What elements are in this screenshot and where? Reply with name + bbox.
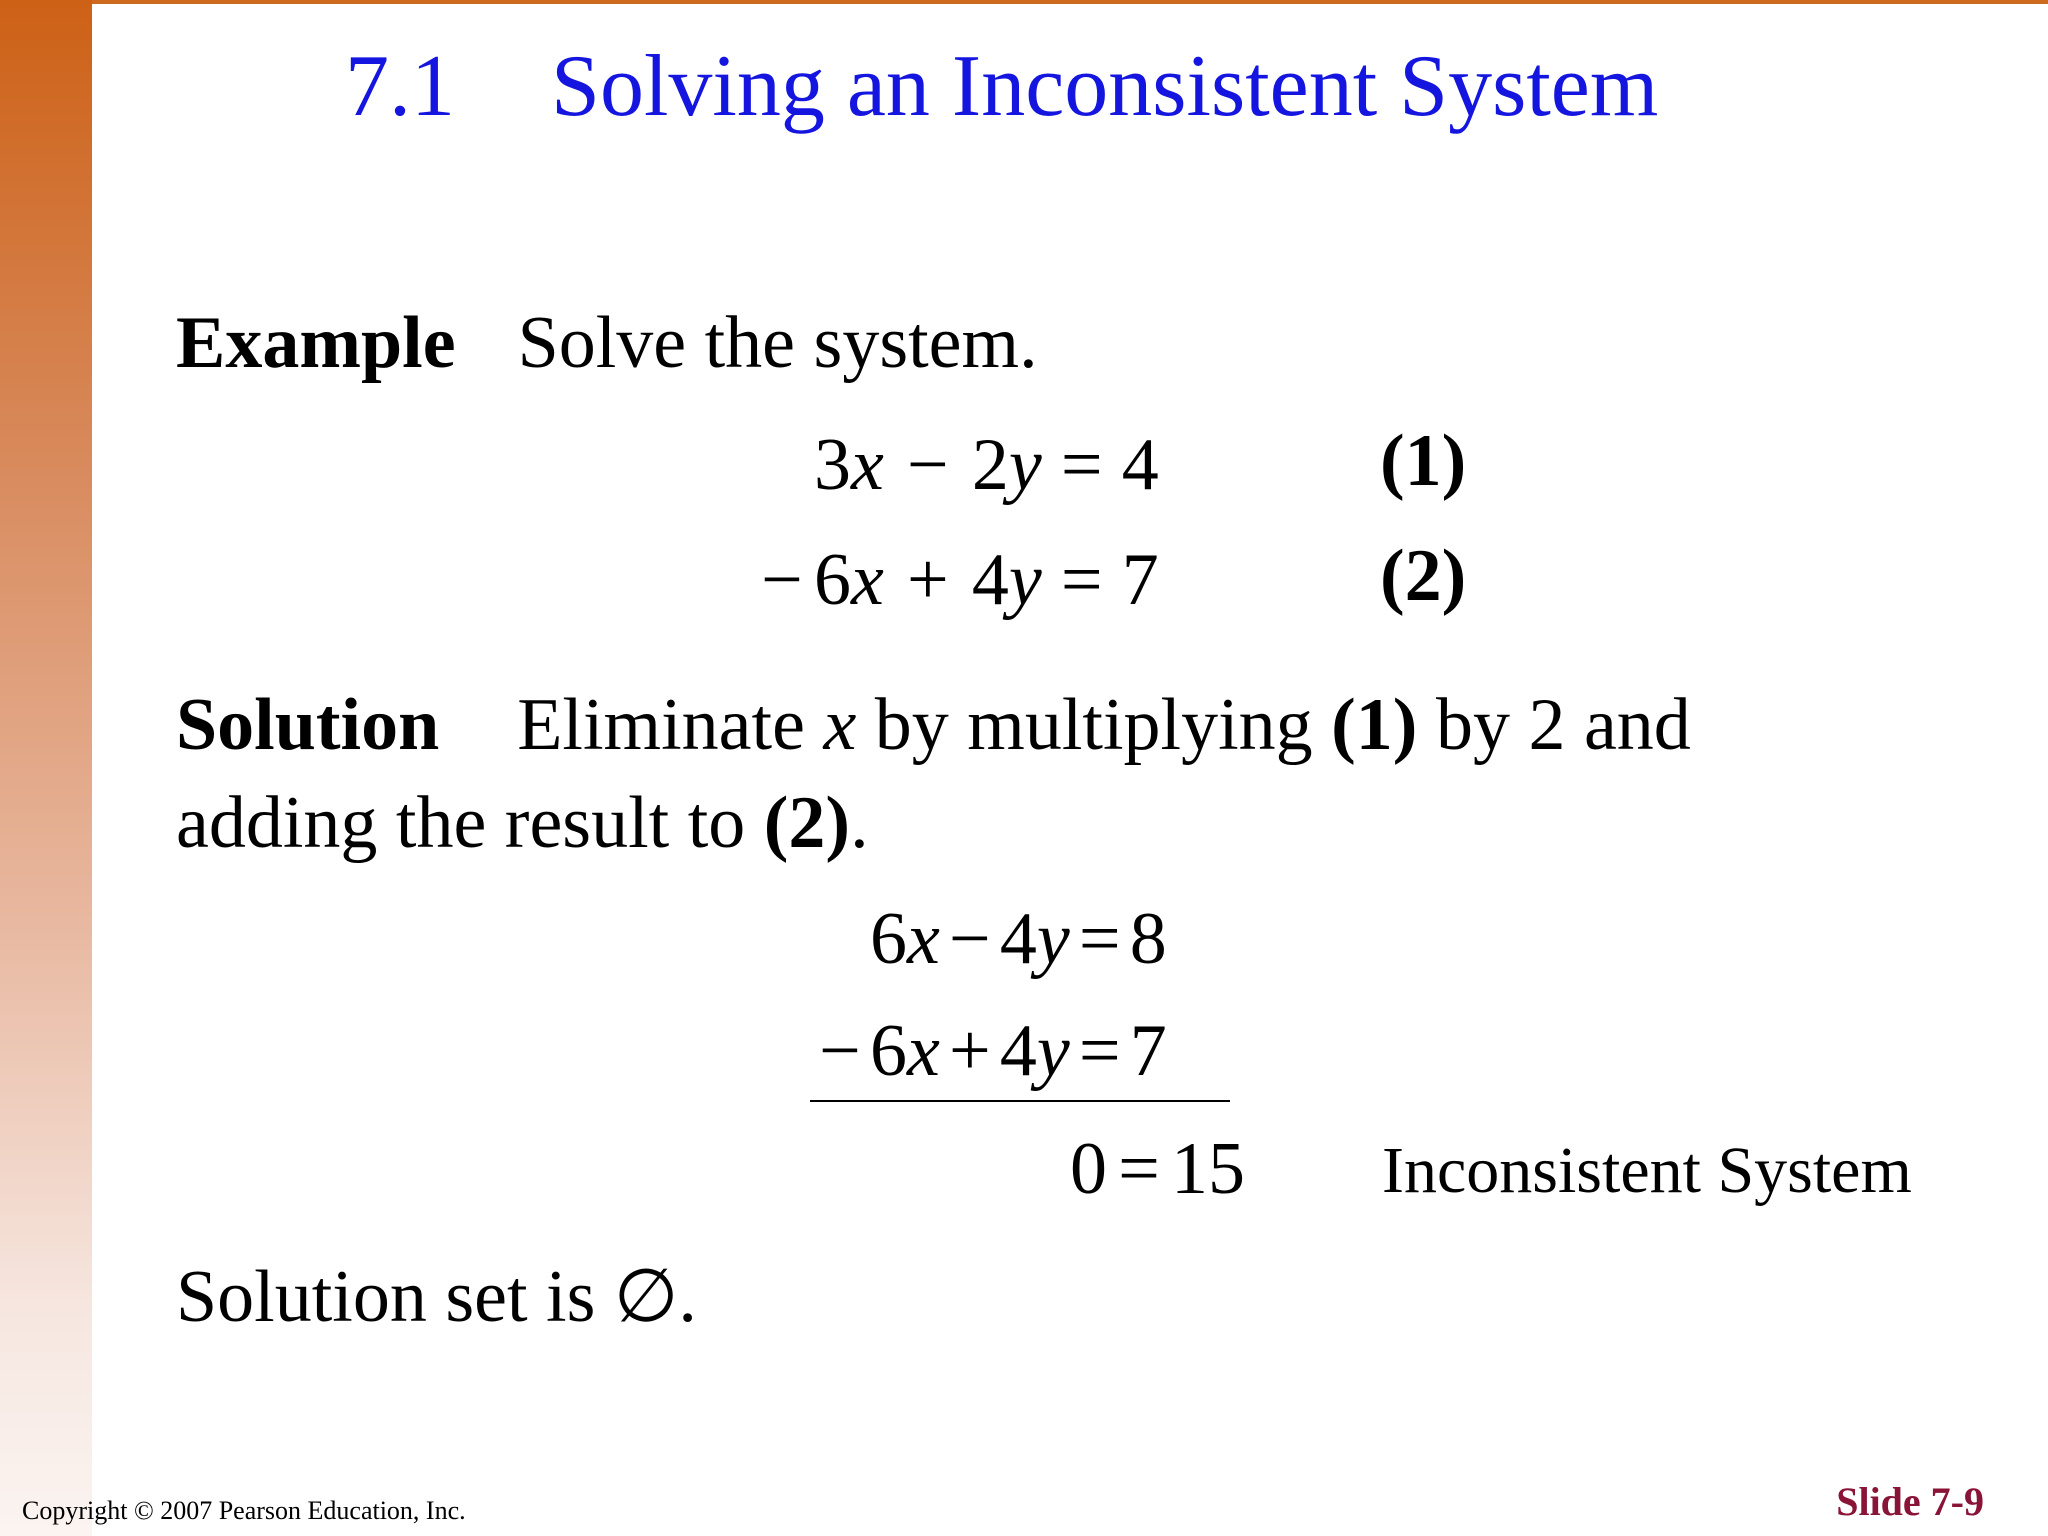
- equation-2-tag: (2): [1380, 535, 1467, 617]
- copyright: Copyright © 2007 Pearson Education, Inc.: [22, 1496, 466, 1525]
- sum-rule: [810, 1100, 1230, 1102]
- example-label: Example: [176, 302, 456, 384]
- solution-line-1: Solution Eliminate x by multiplying (1) by 2 and: [176, 684, 1691, 766]
- title-text: Solving an Inconsistent System: [551, 38, 1659, 135]
- side-accent-bar: [0, 0, 92, 1536]
- solution-set: Solution set is ∅.: [176, 1256, 697, 1338]
- equation-2: − 6x + 4y = 7 (2): [761, 535, 1467, 621]
- example-line: [176, 302, 1038, 384]
- section-number: 7.1: [345, 38, 455, 135]
- example-text: Solve the system.: [517, 302, 1038, 384]
- equation-1-tag: (1): [1380, 420, 1467, 502]
- slide-number: Slide 7-9: [1836, 1479, 1984, 1524]
- work-equation-2: − 6x + 4y = 7: [819, 1010, 1167, 1092]
- top-accent-rule: [92, 0, 2048, 4]
- inconsistent-note: Inconsistent System: [1382, 1134, 1912, 1207]
- equation-1: 3x − 2y = 4 (1): [814, 420, 1467, 506]
- work-equation-1: 6x − 4y = 8: [870, 898, 1167, 980]
- solution-line-2: adding the result to (2).: [176, 782, 869, 864]
- solution-label: Solution: [176, 684, 440, 766]
- slide-title: [345, 36, 1658, 137]
- result-equation: 0 = 15: [1070, 1128, 1245, 1210]
